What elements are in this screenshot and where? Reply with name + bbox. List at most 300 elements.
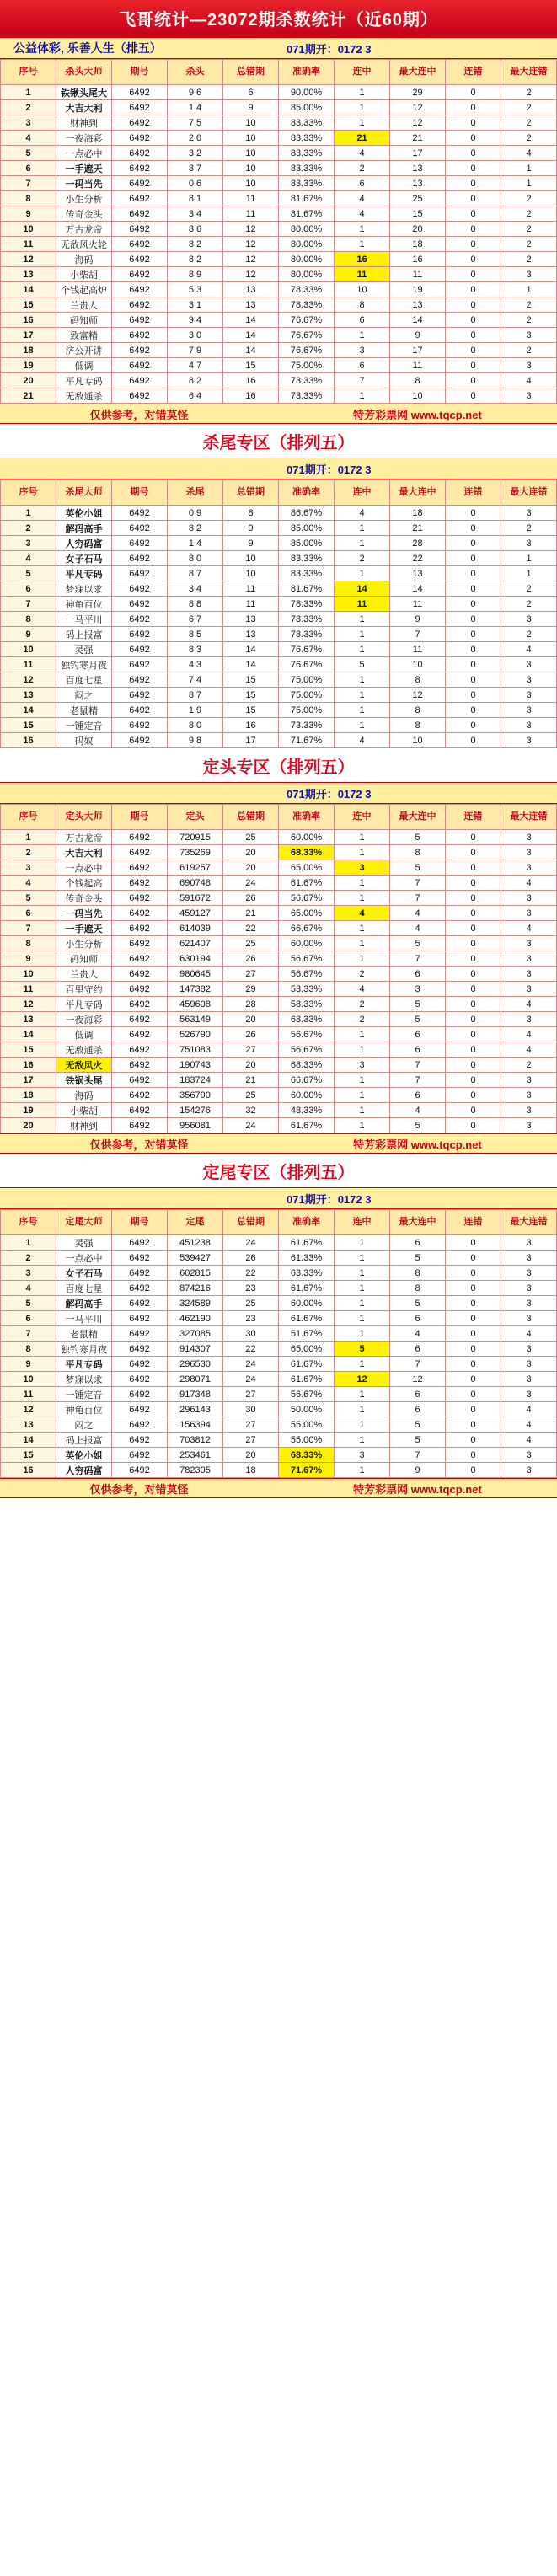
consecutive-hits: 3 bbox=[335, 1448, 390, 1463]
table-row[interactable] bbox=[1, 921, 557, 936]
max-consecutive-hits: 13 bbox=[390, 176, 446, 191]
table-row[interactable] bbox=[1, 597, 557, 612]
max-consecutive-misses: 2 bbox=[501, 252, 557, 267]
table-row[interactable] bbox=[1, 967, 557, 982]
max-consecutive-misses: 4 bbox=[501, 997, 557, 1012]
total-errors: 30 bbox=[223, 1402, 279, 1417]
table-row[interactable] bbox=[1, 642, 557, 657]
section-bar-left-text: 公益体彩, 乐善人生（排五） bbox=[13, 41, 162, 55]
column-header-mlc: 最大连错 bbox=[501, 480, 557, 506]
master-name: 一锤定音 bbox=[56, 718, 112, 733]
accuracy-rate: 83.33% bbox=[279, 566, 335, 581]
consecutive-hits: 3 bbox=[335, 343, 390, 358]
max-consecutive-misses: 1 bbox=[501, 282, 557, 297]
column-header-mlc: 最大连错 bbox=[501, 805, 557, 830]
table-row[interactable] bbox=[1, 627, 557, 642]
prediction-value: 8 8 bbox=[168, 597, 223, 612]
table-row[interactable] bbox=[1, 581, 557, 597]
table-row[interactable] bbox=[1, 343, 557, 358]
total-errors: 25 bbox=[223, 1088, 279, 1103]
table-row[interactable] bbox=[1, 1387, 557, 1402]
table-row[interactable] bbox=[1, 521, 557, 536]
table-row[interactable] bbox=[1, 282, 557, 297]
table-row[interactable] bbox=[1, 612, 557, 627]
total-errors: 32 bbox=[223, 1103, 279, 1118]
table-row[interactable] bbox=[1, 146, 557, 161]
row-index: 5 bbox=[1, 566, 56, 581]
consecutive-hits: 1 bbox=[335, 222, 390, 237]
table-row[interactable] bbox=[1, 566, 557, 581]
disclaimer-text: 仅供参考，对错莫怪 bbox=[89, 408, 189, 421]
column-header-total: 总错期 bbox=[223, 805, 279, 830]
master-name: 解码高手 bbox=[56, 1296, 112, 1311]
max-consecutive-hits: 8 bbox=[390, 1266, 446, 1281]
period-number: 6492 bbox=[112, 388, 168, 404]
consecutive-hits: 1 bbox=[335, 328, 390, 343]
max-consecutive-hits: 29 bbox=[390, 85, 446, 100]
consecutive-misses: 0 bbox=[446, 1417, 501, 1433]
table-row[interactable] bbox=[1, 860, 557, 876]
table-row[interactable] bbox=[1, 1118, 557, 1133]
master-name: 闷之 bbox=[56, 688, 112, 703]
accuracy-rate: 60.00% bbox=[279, 936, 335, 951]
table-row[interactable] bbox=[1, 115, 557, 131]
table-row[interactable] bbox=[1, 297, 557, 313]
period-number: 6492 bbox=[112, 1281, 168, 1296]
row-index: 7 bbox=[1, 597, 56, 612]
column-header-lc: 连错 bbox=[446, 1210, 501, 1235]
max-consecutive-hits: 8 bbox=[390, 718, 446, 733]
column-header-idx: 序号 bbox=[1, 1210, 56, 1235]
max-consecutive-hits: 5 bbox=[390, 936, 446, 951]
total-errors: 26 bbox=[223, 1027, 279, 1042]
total-errors: 10 bbox=[223, 146, 279, 161]
accuracy-rate: 86.67% bbox=[279, 506, 335, 521]
consecutive-misses: 0 bbox=[446, 1281, 501, 1296]
prediction-value: 298071 bbox=[168, 1372, 223, 1387]
row-index: 3 bbox=[1, 536, 56, 551]
max-consecutive-misses: 1 bbox=[501, 551, 557, 566]
consecutive-misses: 0 bbox=[446, 313, 501, 328]
accuracy-rate: 75.00% bbox=[279, 672, 335, 688]
section-ding-wei bbox=[0, 1209, 557, 1478]
table-row[interactable] bbox=[1, 845, 557, 860]
table-row[interactable] bbox=[1, 85, 557, 100]
accuracy-rate: 61.67% bbox=[279, 1235, 335, 1251]
prediction-value: 190743 bbox=[168, 1058, 223, 1073]
table-row[interactable] bbox=[1, 206, 557, 222]
accuracy-rate: 80.00% bbox=[279, 252, 335, 267]
max-consecutive-misses: 2 bbox=[501, 297, 557, 313]
consecutive-hits: 1 bbox=[335, 1103, 390, 1118]
table-row[interactable] bbox=[1, 1402, 557, 1417]
consecutive-hits: 1 bbox=[335, 1073, 390, 1088]
prediction-value: 0 9 bbox=[168, 506, 223, 521]
period-number: 6492 bbox=[112, 161, 168, 176]
accuracy-rate: 80.00% bbox=[279, 222, 335, 237]
table-row[interactable] bbox=[1, 1012, 557, 1027]
master-name: 低调 bbox=[56, 358, 112, 373]
max-consecutive-hits: 12 bbox=[390, 1372, 446, 1387]
row-index: 3 bbox=[1, 860, 56, 876]
accuracy-rate: 73.33% bbox=[279, 388, 335, 404]
total-errors: 24 bbox=[223, 1118, 279, 1133]
max-consecutive-hits: 8 bbox=[390, 373, 446, 388]
table-row[interactable] bbox=[1, 1326, 557, 1342]
consecutive-hits: 11 bbox=[335, 267, 390, 282]
column-header-mlz: 最大连中 bbox=[390, 480, 446, 506]
row-index: 14 bbox=[1, 1433, 56, 1448]
max-consecutive-misses: 3 bbox=[501, 1311, 557, 1326]
table-row[interactable] bbox=[1, 1266, 557, 1281]
period-number: 6492 bbox=[112, 830, 168, 845]
master-name: 小柴胡 bbox=[56, 267, 112, 282]
prediction-value: 526790 bbox=[168, 1027, 223, 1042]
section-bar-1 bbox=[0, 37, 557, 59]
site-credit: 特芳彩票网 www.tqcp.net bbox=[353, 408, 482, 421]
row-index: 9 bbox=[1, 1357, 56, 1372]
table-row[interactable] bbox=[1, 191, 557, 206]
row-index: 8 bbox=[1, 612, 56, 627]
accuracy-rate: 68.33% bbox=[279, 845, 335, 860]
max-consecutive-hits: 7 bbox=[390, 1357, 446, 1372]
total-errors: 24 bbox=[223, 1372, 279, 1387]
table-row[interactable] bbox=[1, 1251, 557, 1266]
max-consecutive-hits: 4 bbox=[390, 1326, 446, 1342]
column-header-mlz: 最大连中 bbox=[390, 805, 446, 830]
prediction-value: 8 2 bbox=[168, 237, 223, 252]
table-row[interactable] bbox=[1, 1417, 557, 1433]
table-row[interactable] bbox=[1, 388, 557, 404]
period-number: 6492 bbox=[112, 627, 168, 642]
stats-table bbox=[0, 804, 557, 1133]
master-name: 万古龙帝 bbox=[56, 830, 112, 845]
table-row[interactable] bbox=[1, 131, 557, 146]
consecutive-misses: 0 bbox=[446, 845, 501, 860]
master-name: 个钱起高炉 bbox=[56, 282, 112, 297]
max-consecutive-misses: 4 bbox=[501, 642, 557, 657]
consecutive-misses: 0 bbox=[446, 581, 501, 597]
total-errors: 20 bbox=[223, 845, 279, 860]
accuracy-rate: 80.00% bbox=[279, 237, 335, 252]
column-header-qh: 期号 bbox=[112, 1210, 168, 1235]
table-row[interactable] bbox=[1, 100, 557, 115]
prediction-value: 735269 bbox=[168, 845, 223, 860]
accuracy-rate: 85.00% bbox=[279, 536, 335, 551]
consecutive-misses: 0 bbox=[446, 85, 501, 100]
master-name: 百度七星 bbox=[56, 672, 112, 688]
period-number: 6492 bbox=[112, 222, 168, 237]
period-number: 6492 bbox=[112, 642, 168, 657]
table-row[interactable] bbox=[1, 1296, 557, 1311]
consecutive-misses: 0 bbox=[446, 936, 501, 951]
max-consecutive-hits: 14 bbox=[390, 581, 446, 597]
table-row[interactable] bbox=[1, 703, 557, 718]
table-row[interactable] bbox=[1, 358, 557, 373]
table-row[interactable] bbox=[1, 1103, 557, 1118]
consecutive-hits: 1 bbox=[335, 1251, 390, 1266]
prediction-value: 356790 bbox=[168, 1088, 223, 1103]
consecutive-hits: 1 bbox=[335, 1027, 390, 1042]
total-errors: 21 bbox=[223, 906, 279, 921]
table-row[interactable] bbox=[1, 1088, 557, 1103]
consecutive-hits: 1 bbox=[335, 688, 390, 703]
total-errors: 20 bbox=[223, 1012, 279, 1027]
max-consecutive-misses: 3 bbox=[501, 1251, 557, 1266]
period-number: 6492 bbox=[112, 282, 168, 297]
table-row[interactable] bbox=[1, 1073, 557, 1088]
consecutive-hits: 1 bbox=[335, 627, 390, 642]
consecutive-misses: 0 bbox=[446, 191, 501, 206]
consecutive-hits: 1 bbox=[335, 876, 390, 891]
prediction-value: 9 8 bbox=[168, 733, 223, 748]
prediction-value: 8 5 bbox=[168, 627, 223, 642]
accuracy-rate: 56.67% bbox=[279, 967, 335, 982]
consecutive-misses: 0 bbox=[446, 733, 501, 748]
max-consecutive-hits: 5 bbox=[390, 1417, 446, 1433]
footer-bar-2 bbox=[0, 1133, 557, 1154]
table-row[interactable] bbox=[1, 313, 557, 328]
consecutive-misses: 0 bbox=[446, 237, 501, 252]
consecutive-misses: 0 bbox=[446, 1296, 501, 1311]
master-name: 大吉大利 bbox=[56, 845, 112, 860]
row-index: 12 bbox=[1, 672, 56, 688]
max-consecutive-hits: 6 bbox=[390, 1387, 446, 1402]
table-row[interactable] bbox=[1, 876, 557, 891]
consecutive-misses: 0 bbox=[446, 906, 501, 921]
prediction-value: 296530 bbox=[168, 1357, 223, 1372]
table-row[interactable] bbox=[1, 1027, 557, 1042]
total-errors: 9 bbox=[223, 521, 279, 536]
max-consecutive-misses: 2 bbox=[501, 222, 557, 237]
max-consecutive-hits: 9 bbox=[390, 612, 446, 627]
table-row[interactable] bbox=[1, 951, 557, 967]
accuracy-rate: 83.33% bbox=[279, 115, 335, 131]
master-name: 女子石马 bbox=[56, 551, 112, 566]
table-row[interactable] bbox=[1, 1357, 557, 1372]
master-name: 闷之 bbox=[56, 1417, 112, 1433]
accuracy-rate: 76.67% bbox=[279, 343, 335, 358]
table-row[interactable] bbox=[1, 688, 557, 703]
prediction-value: 6 7 bbox=[168, 612, 223, 627]
table-row[interactable] bbox=[1, 1235, 557, 1251]
prediction-value: 591672 bbox=[168, 891, 223, 906]
max-consecutive-hits: 12 bbox=[390, 688, 446, 703]
master-name: 灵强 bbox=[56, 1235, 112, 1251]
accuracy-rate: 61.67% bbox=[279, 876, 335, 891]
table-row[interactable] bbox=[1, 997, 557, 1012]
max-consecutive-hits: 6 bbox=[390, 1402, 446, 1417]
row-index: 6 bbox=[1, 581, 56, 597]
max-consecutive-misses: 3 bbox=[501, 703, 557, 718]
consecutive-hits: 1 bbox=[335, 1402, 390, 1417]
column-header-idx: 序号 bbox=[1, 805, 56, 830]
table-row[interactable] bbox=[1, 1463, 557, 1478]
period-number: 6492 bbox=[112, 176, 168, 191]
max-consecutive-hits: 5 bbox=[390, 1433, 446, 1448]
max-consecutive-misses: 1 bbox=[501, 176, 557, 191]
table-row[interactable] bbox=[1, 237, 557, 252]
consecutive-hits: 1 bbox=[335, 951, 390, 967]
total-errors: 11 bbox=[223, 597, 279, 612]
column-header-lz: 连中 bbox=[335, 805, 390, 830]
consecutive-hits: 1 bbox=[335, 1326, 390, 1342]
consecutive-misses: 0 bbox=[446, 1088, 501, 1103]
period-number: 6492 bbox=[112, 536, 168, 551]
max-consecutive-hits: 6 bbox=[390, 967, 446, 982]
section-bar-4 bbox=[0, 1187, 557, 1209]
column-header-total: 总错期 bbox=[223, 480, 279, 506]
period-number: 6492 bbox=[112, 1266, 168, 1281]
max-consecutive-hits: 6 bbox=[390, 1042, 446, 1058]
table-row[interactable] bbox=[1, 733, 557, 748]
accuracy-rate: 58.33% bbox=[279, 997, 335, 1012]
consecutive-misses: 0 bbox=[446, 115, 501, 131]
period-number: 6492 bbox=[112, 1402, 168, 1417]
section-bar-draw-info: 071期开：0172 3 bbox=[287, 42, 372, 56]
period-number: 6492 bbox=[112, 566, 168, 581]
table-row[interactable] bbox=[1, 222, 557, 237]
table-row[interactable] bbox=[1, 1311, 557, 1326]
table-row[interactable] bbox=[1, 536, 557, 551]
prediction-value: 8 0 bbox=[168, 551, 223, 566]
max-consecutive-misses: 2 bbox=[501, 237, 557, 252]
accuracy-rate: 76.67% bbox=[279, 313, 335, 328]
prediction-value: 1 4 bbox=[168, 100, 223, 115]
master-name: 一马平川 bbox=[56, 612, 112, 627]
table-row[interactable] bbox=[1, 373, 557, 388]
consecutive-hits: 4 bbox=[335, 506, 390, 521]
row-index: 10 bbox=[1, 967, 56, 982]
table-row[interactable] bbox=[1, 252, 557, 267]
consecutive-hits: 1 bbox=[335, 891, 390, 906]
section-sha-wei bbox=[0, 479, 557, 748]
consecutive-hits: 12 bbox=[335, 1372, 390, 1387]
period-number: 6492 bbox=[112, 612, 168, 627]
master-name: 财神到 bbox=[56, 115, 112, 131]
accuracy-rate: 85.00% bbox=[279, 100, 335, 115]
table-row[interactable] bbox=[1, 906, 557, 921]
table-row[interactable] bbox=[1, 936, 557, 951]
section-bar-3 bbox=[0, 782, 557, 804]
table-row[interactable] bbox=[1, 672, 557, 688]
accuracy-rate: 78.33% bbox=[279, 627, 335, 642]
period-number: 6492 bbox=[112, 146, 168, 161]
table-row[interactable] bbox=[1, 982, 557, 997]
max-consecutive-misses: 3 bbox=[501, 718, 557, 733]
max-consecutive-misses: 3 bbox=[501, 830, 557, 845]
column-header-qh: 期号 bbox=[112, 480, 168, 506]
row-index: 6 bbox=[1, 161, 56, 176]
master-name: 平凡专码 bbox=[56, 1357, 112, 1372]
consecutive-hits: 1 bbox=[335, 1417, 390, 1433]
max-consecutive-misses: 3 bbox=[501, 328, 557, 343]
total-errors: 10 bbox=[223, 115, 279, 131]
consecutive-hits: 1 bbox=[335, 536, 390, 551]
row-index: 4 bbox=[1, 876, 56, 891]
accuracy-rate: 50.00% bbox=[279, 1402, 335, 1417]
max-consecutive-misses: 3 bbox=[501, 1103, 557, 1118]
accuracy-rate: 83.33% bbox=[279, 176, 335, 191]
table-row[interactable] bbox=[1, 1058, 557, 1073]
accuracy-rate: 55.00% bbox=[279, 1417, 335, 1433]
table-row[interactable] bbox=[1, 161, 557, 176]
table-row[interactable] bbox=[1, 1342, 557, 1357]
max-consecutive-misses: 3 bbox=[501, 657, 557, 672]
accuracy-rate: 78.33% bbox=[279, 612, 335, 627]
table-row[interactable] bbox=[1, 891, 557, 906]
max-consecutive-misses: 3 bbox=[501, 1463, 557, 1478]
table-row[interactable] bbox=[1, 1433, 557, 1448]
table-header-row bbox=[1, 1210, 557, 1235]
period-number: 6492 bbox=[112, 1387, 168, 1402]
total-errors: 21 bbox=[223, 1073, 279, 1088]
max-consecutive-hits: 4 bbox=[390, 921, 446, 936]
max-consecutive-hits: 8 bbox=[390, 845, 446, 860]
table-row[interactable] bbox=[1, 328, 557, 343]
prediction-value: 8 2 bbox=[168, 373, 223, 388]
master-name: 致富精 bbox=[56, 328, 112, 343]
master-name: 大吉大利 bbox=[56, 100, 112, 115]
max-consecutive-misses: 2 bbox=[501, 191, 557, 206]
period-number: 6492 bbox=[112, 703, 168, 718]
accuracy-rate: 68.33% bbox=[279, 1058, 335, 1073]
max-consecutive-hits: 11 bbox=[390, 642, 446, 657]
accuracy-rate: 71.67% bbox=[279, 1463, 335, 1478]
row-index: 7 bbox=[1, 921, 56, 936]
accuracy-rate: 63.33% bbox=[279, 1266, 335, 1281]
column-header-lz: 连中 bbox=[335, 60, 390, 85]
row-index: 10 bbox=[1, 642, 56, 657]
table-row[interactable] bbox=[1, 176, 557, 191]
table-row[interactable] bbox=[1, 506, 557, 521]
table-row[interactable] bbox=[1, 267, 557, 282]
max-consecutive-hits: 5 bbox=[390, 1012, 446, 1027]
prediction-value: 451238 bbox=[168, 1235, 223, 1251]
accuracy-rate: 76.67% bbox=[279, 328, 335, 343]
consecutive-misses: 0 bbox=[446, 688, 501, 703]
table-row[interactable] bbox=[1, 830, 557, 845]
master-name: 一手遮天 bbox=[56, 921, 112, 936]
site-credit-2: 特芳彩票网 www.tqcp.net bbox=[353, 1138, 482, 1151]
consecutive-misses: 0 bbox=[446, 328, 501, 343]
total-errors: 17 bbox=[223, 733, 279, 748]
table-row[interactable] bbox=[1, 551, 557, 566]
accuracy-rate: 83.33% bbox=[279, 551, 335, 566]
row-index: 5 bbox=[1, 1296, 56, 1311]
row-index: 15 bbox=[1, 297, 56, 313]
consecutive-misses: 0 bbox=[446, 1251, 501, 1266]
table-row[interactable] bbox=[1, 1281, 557, 1296]
master-name: 低调 bbox=[56, 1027, 112, 1042]
table-row[interactable] bbox=[1, 1448, 557, 1463]
table-row[interactable] bbox=[1, 1372, 557, 1387]
accuracy-rate: 83.33% bbox=[279, 131, 335, 146]
consecutive-misses: 0 bbox=[446, 1235, 501, 1251]
consecutive-misses: 0 bbox=[446, 1311, 501, 1326]
master-name: 解码高手 bbox=[56, 521, 112, 536]
table-row[interactable] bbox=[1, 718, 557, 733]
column-header-total: 总错期 bbox=[223, 60, 279, 85]
total-errors: 28 bbox=[223, 997, 279, 1012]
row-index: 10 bbox=[1, 222, 56, 237]
prediction-value: 621407 bbox=[168, 936, 223, 951]
table-row[interactable] bbox=[1, 657, 557, 672]
total-errors: 26 bbox=[223, 1251, 279, 1266]
table-row[interactable] bbox=[1, 1042, 557, 1058]
period-number: 6492 bbox=[112, 1433, 168, 1448]
consecutive-misses: 0 bbox=[446, 161, 501, 176]
